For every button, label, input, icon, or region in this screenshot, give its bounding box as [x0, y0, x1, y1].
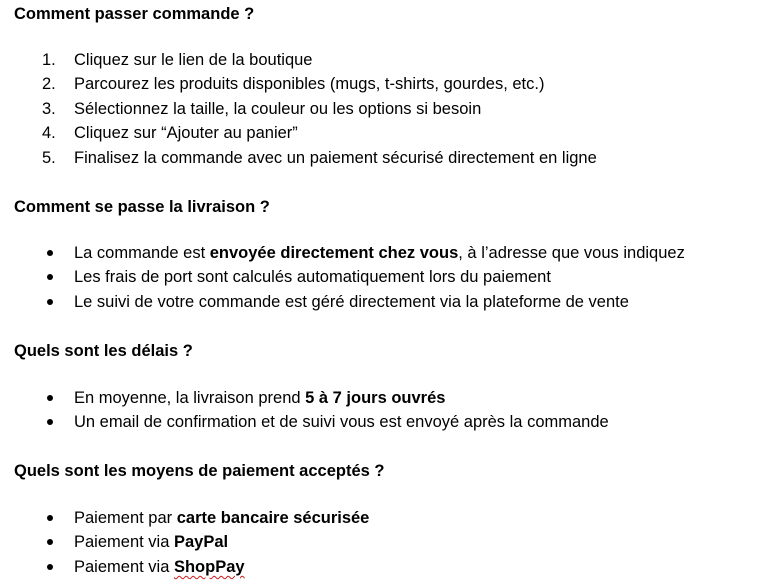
bullet-icon — [47, 515, 53, 521]
bullet-icon — [47, 299, 53, 305]
list-item-text: Un email de confirmation et de suivi vous est envoyé après la commande — [74, 413, 609, 432]
heading-delais: Quels sont les délais ? — [14, 342, 193, 360]
list-item-text: Sélectionnez la taille, la couleur ou les options si besoin — [74, 99, 482, 118]
bullet-icon — [47, 274, 53, 280]
list-item-text: La commande est envoyée directement chez vous, à l’adresse que vous indiquez — [74, 244, 685, 262]
bullet-icon — [47, 419, 53, 425]
list-number: 4. — [42, 124, 56, 143]
list-item-text: Paiement par carte bancaire sécurisée — [74, 509, 370, 527]
list-number: 2. — [42, 75, 56, 94]
list-item-text: Les frais de port sont calculés automatiquement lors du paiement — [74, 268, 551, 287]
bullet-icon — [47, 564, 53, 570]
heading-passer-commande: Comment passer commande ? — [14, 5, 255, 23]
heading-livraison: Comment se passe la livraison ? — [14, 198, 270, 216]
list-item-text: Finalisez la commande avec un paiement sécurisé directement en ligne — [74, 148, 597, 167]
list-item-text: Cliquez sur “Ajouter au panier” — [74, 124, 298, 143]
list-number: 3. — [42, 99, 56, 118]
list-number: 1. — [42, 51, 56, 69]
spellcheck-word: ShopPay — [173, 557, 245, 576]
heading-paiement: Quels sont les moyens de paiement acceptés ? — [14, 462, 385, 480]
list-item-text: En moyenne, la livraison prend 5 à 7 jours ouvrés — [74, 389, 446, 407]
bullet-icon — [47, 250, 53, 256]
bullet-icon — [47, 395, 53, 401]
document-page — [14, 0, 763, 586]
list-item-text: Cliquez sur le lien de la boutique — [74, 51, 313, 69]
list-item-text: Paiement via ShopPay — [74, 557, 245, 576]
list-item-text: Le suivi de votre commande est géré directement via la plateforme de vente — [74, 292, 629, 311]
bullet-icon — [47, 539, 53, 545]
list-number: 5. — [42, 148, 56, 167]
list-item-text: Parcourez les produits disponibles (mugs, t-shirts, gourdes, etc.) — [74, 75, 545, 94]
list-item-text: Paiement via PayPal — [74, 533, 229, 552]
